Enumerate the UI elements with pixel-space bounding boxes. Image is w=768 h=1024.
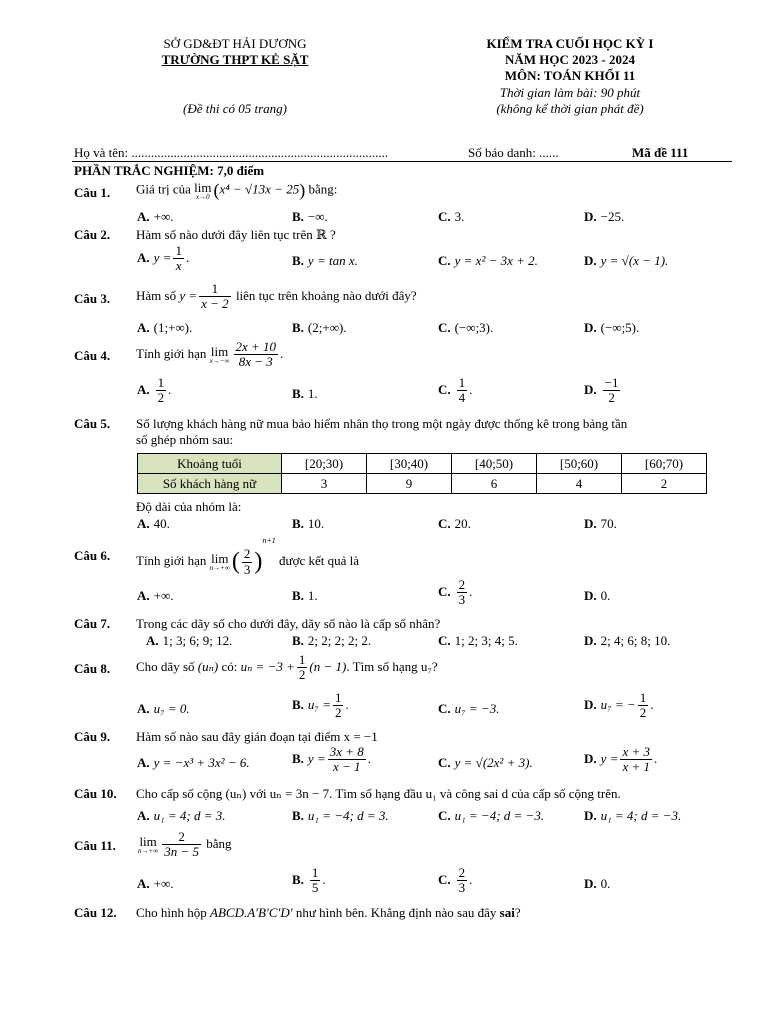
section-title: PHẦN TRẮC NGHIỆM: 7,0 điểm — [74, 163, 265, 178]
q9-option-c[interactable]: C. y = √(2x² + 3). — [438, 755, 533, 770]
table-cell: [30;40) — [367, 454, 452, 474]
table-cell: [60;70) — [622, 454, 707, 474]
q5-option-d[interactable]: D. 70. — [584, 516, 617, 531]
table-cell: [40;50) — [452, 454, 537, 474]
q8-option-d[interactable]: D. u₇ = − $\frac{1}{2}$ . — [584, 690, 654, 721]
q3-stem: Hàm số y = $\frac{1}{x - 2}$ liên tục trên khoảng nào dưới đây? — [136, 281, 417, 312]
q5-question: Độ dài của nhóm là: — [136, 499, 242, 514]
student-name-line — [74, 145, 388, 161]
time-note: (không kể thời gian phát đề) — [496, 101, 644, 116]
q1-pre: Giá trị của — [136, 181, 191, 197]
exam-title: KIỂM TRA CUỐI HỌC KỲ I — [486, 36, 654, 51]
q3-option-b[interactable]: B. (2;+∞). — [292, 320, 347, 335]
exam-code: Mã đề 111 — [632, 145, 689, 160]
q11-option-c[interactable]: C. $\frac{2}{3}$ . — [438, 865, 473, 896]
q2-option-b[interactable]: B. y = tan x. — [292, 253, 358, 268]
q1-post: bằng: — [308, 181, 338, 197]
q6-option-a[interactable]: A. +∞. — [137, 588, 174, 603]
q11-stem: lim n→+∞ $\frac{2}{3n - 5}$ bằng — [138, 829, 232, 860]
table-row — [138, 474, 707, 494]
student-id-dots: ...... — [539, 145, 559, 160]
table-cell: [20;30) — [282, 454, 367, 474]
q11-label: Câu 11. — [74, 838, 116, 853]
header-rule — [72, 161, 732, 162]
q5-stem-line2: số ghép nhóm sau: — [136, 432, 234, 447]
q8-option-b[interactable]: B. u₇ = $\frac{1}{2}$ . — [292, 690, 349, 721]
q7-option-b[interactable]: B. 2; 2; 2; 2; 2. — [292, 633, 372, 648]
q7-label: Câu 7. — [74, 616, 111, 631]
q1-label: Câu 1. — [74, 185, 111, 200]
q8-label: Câu 8. — [74, 661, 111, 676]
q6-option-b[interactable]: B. 1. — [292, 588, 318, 603]
q1-option-d[interactable]: D. −25. — [584, 209, 625, 224]
school-name: TRƯỜNG THPT KẺ SẶT — [161, 52, 309, 67]
q3-label: Câu 3. — [74, 291, 111, 306]
student-name-label: Họ và tên: — [74, 145, 129, 160]
department-name: SỞ GD&ĐT HẢI DƯƠNG — [163, 36, 307, 51]
q7-option-c[interactable]: C. 1; 2; 3; 4; 5. — [438, 633, 518, 648]
q8-stem: Cho dãy số (uₙ) có: uₙ = −3 + $\frac{1}{2}$ (n − 1). Tìm số hạng u₇? — [136, 652, 438, 683]
q11-limit: lim n→+∞ — [138, 833, 159, 855]
student-name-dots: ............................................................................... — [131, 145, 389, 160]
table-row-header: Khoảng tuổi — [138, 454, 282, 474]
q6-option-d[interactable]: D. 0. — [584, 588, 611, 603]
q7-option-a[interactable]: A. 1; 3; 6; 9; 12. — [146, 633, 233, 648]
q1-option-c[interactable]: C. 3. — [438, 209, 465, 224]
q9-stem: Hàm số nào sau đây gián đoạn tại điểm x = −1 — [136, 729, 378, 744]
q6-option-c[interactable]: C. $\frac{2}{3}$ . — [438, 577, 473, 608]
q2-option-c[interactable]: C. y = x² − 3x + 2. — [438, 253, 538, 268]
q4-option-b[interactable]: B. 1. — [292, 386, 318, 401]
q5-option-b[interactable]: B. 10. — [292, 516, 325, 531]
q4-limit: lim x→−∞ — [209, 343, 230, 365]
q2-stem: Hàm số nào dưới đây liên tục trên ℝ ? — [136, 227, 336, 242]
q1-option-b[interactable]: B. −∞. — [292, 209, 328, 224]
q5-label: Câu 5. — [74, 416, 111, 431]
q4-option-c[interactable]: C. $\frac{1}{4}$ . — [438, 375, 473, 406]
time-limit: Thời gian làm bài: 90 phút — [499, 85, 641, 100]
q4-stem: Tính giới hạn lim x→−∞ $\frac{2x + 10}{8x - 3}$ . — [136, 339, 284, 370]
table-row-header: Số khách hàng nữ — [138, 474, 282, 494]
q11-option-a[interactable]: A. +∞. — [137, 876, 174, 891]
q5-stem-line1: Số lượng khách hàng nữ mua bảo hiểm nhân thọ trong một ngày được thống kê trong bảng tần — [136, 416, 628, 431]
q12-label: Câu 12. — [74, 905, 117, 920]
student-id-label: Số báo danh: — [468, 145, 536, 160]
q8-option-c[interactable]: C. u₇ = −3. — [438, 701, 500, 716]
school-year: NĂM HỌC 2023 - 2024 — [505, 52, 635, 67]
q12-stem: Cho hình hộp ABCD.A′B′C′D′ như hình bên. Khẳng định nào sau đây sai? — [136, 905, 521, 920]
student-id-line — [468, 145, 559, 161]
q3-option-d[interactable]: D. (−∞;5). — [584, 320, 640, 335]
q4-option-a[interactable]: A. $\frac{1}{2}$ . — [137, 375, 172, 406]
table-cell: 3 — [282, 474, 367, 494]
q10-option-c[interactable]: C. u₁ = −4; d = −3. — [438, 808, 545, 823]
subject: MÔN: TOÁN KHỐI 11 — [504, 68, 636, 83]
q10-stem: Cho cấp số cộng (uₙ) với uₙ = 3n − 7. Tìm số hạng đầu u₁ và công sai d của cấp số cộng trên. — [136, 786, 621, 801]
q3-option-c[interactable]: C. (−∞;3). — [438, 320, 494, 335]
pages-note: (Đề thi có 05 trang) — [183, 101, 287, 116]
q2-option-d[interactable]: D. y = √(x − 1). — [584, 253, 669, 268]
q9-option-b[interactable]: B. y = $\frac{3x + 8}{x - 1}$ . — [292, 744, 372, 775]
table-cell: 9 — [367, 474, 452, 494]
table-cell: [50;60) — [537, 454, 622, 474]
q6-label: Câu 6. — [74, 548, 111, 563]
q1-option-a[interactable]: A. +∞. — [137, 209, 174, 224]
q5-option-c[interactable]: C. 20. — [438, 516, 471, 531]
q6-limit: lim n→+∞ — [209, 551, 230, 573]
q1-limit: lim x→0 — [194, 179, 212, 201]
q9-option-d[interactable]: D. y = $\frac{x + 3}{x + 1}$ . — [584, 744, 658, 775]
q11-option-d[interactable]: D. 0. — [584, 876, 611, 891]
q9-label: Câu 9. — [74, 729, 111, 744]
q6-stem: Tính giới hạn lim n→+∞ ( $\frac{2}{3}$ )$^{n+1}$ được kết quả là — [136, 536, 360, 577]
table-row — [138, 454, 707, 474]
q8-option-a[interactable]: A. u₇ = 0. — [137, 701, 190, 716]
q3-option-a[interactable]: A. (1;+∞). — [137, 320, 193, 335]
q1-stem: Giá trị của lim x→0 (x⁴ − √13x − 25) bằng: — [136, 179, 338, 201]
q9-option-a[interactable]: A. y = −x³ + 3x² − 6. — [137, 755, 250, 770]
q10-option-b[interactable]: B. u₁ = −4; d = 3. — [292, 808, 389, 823]
q11-option-b[interactable]: B. $\frac{1}{5}$ . — [292, 865, 326, 896]
q10-option-a[interactable]: A. u₁ = 4; d = 3. — [137, 808, 226, 823]
q10-option-d[interactable]: D. u₁ = 4; d = −3. — [584, 808, 682, 823]
q10-label: Câu 10. — [74, 786, 117, 801]
table-cell: 4 — [537, 474, 622, 494]
q4-option-d[interactable]: D. $\frac{-1}{2}$ — [584, 375, 619, 406]
frequency-table — [137, 453, 707, 494]
q2-label: Câu 2. — [74, 227, 111, 242]
q7-stem: Trong các dãy số cho dưới đây, dãy số nào là cấp số nhân? — [136, 616, 441, 631]
table-cell: 6 — [452, 474, 537, 494]
q5-option-a[interactable]: A. 40. — [137, 516, 170, 531]
q4-label: Câu 4. — [74, 348, 111, 363]
q7-option-d[interactable]: D. 2; 4; 6; 8; 10. — [584, 633, 671, 648]
table-cell: 2 — [622, 474, 707, 494]
q2-option-a[interactable]: A. y = $\frac{1}{x}$ . — [137, 243, 190, 274]
q1-expr: x⁴ − √13x − 25 — [219, 181, 300, 197]
q3-fraction: $\frac{1}{x - 2}$ — [201, 281, 229, 312]
